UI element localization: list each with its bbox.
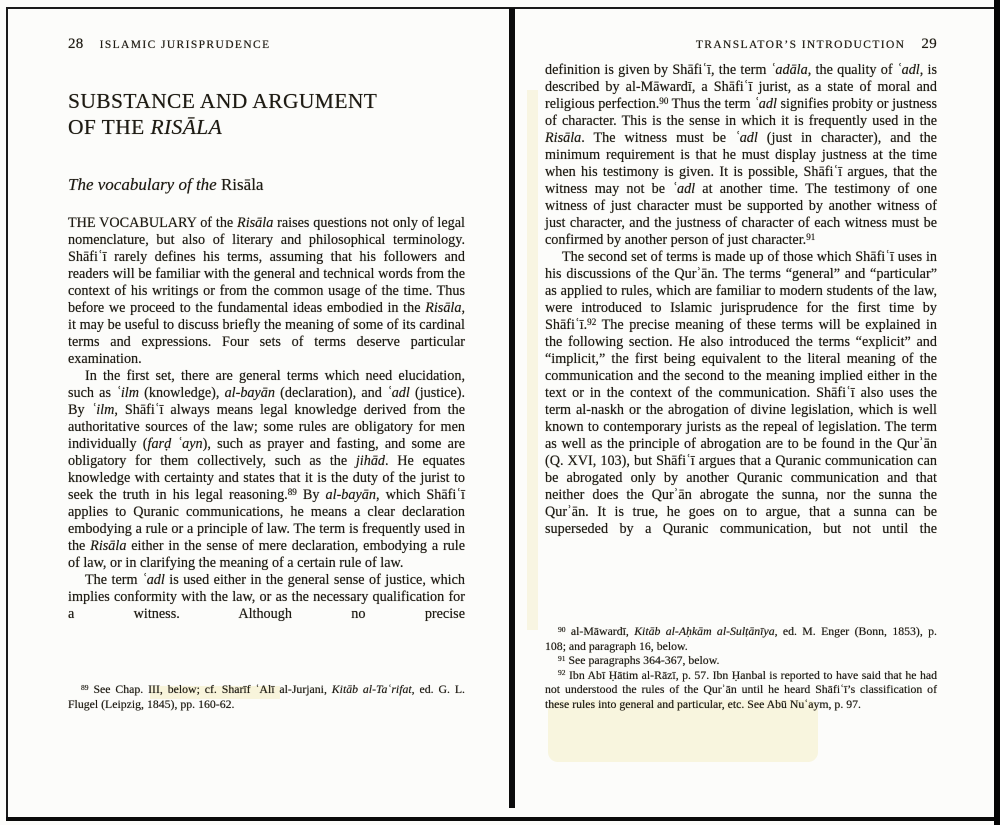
book-spine — [509, 8, 515, 808]
scan-tint-artifact — [527, 90, 538, 630]
right-page-header — [545, 36, 937, 53]
chapter-title-line1: SUBSTANCE AND ARGUMENT — [68, 89, 378, 113]
footnote: $^{91}$ See paragraphs 364-367, below. — [558, 653, 720, 668]
scan-frame-right-edge — [994, 0, 1000, 825]
left-page-footnotes — [68, 682, 465, 711]
body-paragraph: In the first set, there are general terms which need elucidation, such as ʿilm (knowledge), al-bayān (declaration), and ʿadl (justice). By ʿilm, Shāfiʿī always means legal knowledge derived from the authoritative sources of the law; some rules are obligatory for men individually (farḍ ʿayn), such as prayer and fasting, and some are obligatory for them collectively, such as the jihād. He equates knowledge with certainty and states that it is the duty of the jurist to seek the truth in his legal reasoning.$^{89}$ By al-bayān, which Shāfiʿī applies to Quranic communications, he means a clear declaration embodying a rule or a principle of law. The term is frequently used in the Risāla either in the sense of mere declaration, embodying a rule of law, or in clarifying the meaning of a certain rule of law. — [68, 368, 466, 571]
body-paragraph: The term ʿadl is used either in the general sense of justice, which implies conformity with the law, or as the necessary qualification for a witness. Although no precise — [68, 572, 466, 622]
body-paragraph: THE VOCABULARY of the Risāla raises questions not only of legal nomenclature, but also of literary and philosophical terminology. Shāfiʿī rarely defines his terms, assuming that his followers and readers will be familiar with the general and technical words from the context of his writings or from the common usage of the time. Thus before we proceed to the fundamental ideas embodied in the Risāla, it may be useful to discuss briefly the meaning of some of its cardinal terms and expressions. Four sets of terms deserve particular examination. — [68, 215, 465, 367]
footnote: $^{90}$ al-Māwardī, Kitāb al-Aḥkām al-Sulṭānīya, ed. M. Enger (Bonn, 1853), p. 108; and paragraph 16, below. — [545, 624, 937, 653]
section-heading: The vocabulary of the Risāla — [68, 175, 264, 194]
scan-frame-top-edge — [6, 7, 997, 9]
chapter-title — [68, 88, 465, 140]
chapter-title-line2: OF THE RISĀLA — [68, 115, 223, 139]
scan-frame-bottom-edge — [6, 817, 997, 821]
body-paragraph: The second set of terms is made up of those which Shāfiʿī uses in his discussions of the Qurʾān. The terms “general” and “particular” as applied to rules, which are familiar to modern students of the law, were introduced to Islamic jurisprudence for the first time by Shāfiʿī.$^{92}$ The precise meaning of these terms will be explained in the following section. He also introduced the terms “explicit” and “implicit,” the first being equivalent to the literal meaning of the communication and the second to the meaning implied either in the text or in the context of the communication. Shāfiʿī also uses the term al-naskh or the abrogation of divine legislation, which is well known to contemporary jurists as the repeal of legislation. The term as well as the principle of abrogation are to be found in the Qurʾān (Q. XVI, 103), but Shāfiʿī argues that a Quranic communication can be abrogated only by another Quranic communication and that neither does the Qurʾān abrogate the sunna, nor the sunna the Qurʾān. It is true, he goes on to argue, that a sunna can be superseded by a Quranic communication, but not until the — [545, 249, 937, 537]
footnote: $^{89}$ See Chap. III, below; cf. Sharīf ʿAlī al-Jurjani, Kitāb al-Taʿrifat, ed. G. L. Flugel (Leipzig, 1845), pp. 160-62. — [68, 682, 466, 711]
left-running-head: ISLAMIC JURISPRUDENCE — [99, 39, 271, 51]
right-page-footnotes — [545, 624, 937, 712]
right-page-number: 29 — [921, 36, 937, 52]
left-page-body — [68, 215, 465, 623]
scan-frame-left-edge — [6, 7, 8, 820]
body-paragraph: definition is given by Shāfiʿī, the term ʿadāla, the quality of ʿadl, is described by al-Māwardī, a Shāfiʿī jurist, as a state of moral and religious perfection.$^{90}$ Thus the term ʿadl signifies probity or justness of character. This is the sense in which it is frequently used in the Risāla. The witness must be ʿadl (just in character), and the minimum requirement is that he must display justness at the time when his testimony is given. It is possible, Shāfiʿī argues, that the witness may not be ʿadl at another time. The testimony of one witness of just character must be supported by another witness of just character, and the justness of character of each witness must be confirmed by another person of just character.$^{91}$ — [545, 62, 938, 248]
right-running-head: TRANSLATOR’S INTRODUCTION — [695, 39, 906, 51]
left-page-header — [68, 36, 465, 53]
right-page-body — [545, 62, 937, 538]
left-page-number: 28 — [68, 36, 84, 52]
footnote: $^{92}$ Ibn Abī Ḥātim al-Rāzī, p. 57. Ibn Ḥanbal is reported to have said that he had not understood the rules of the Qurʾān until he heard Shāfiʿī’s classification of these rules into general and particular, etc. See Abū Nuʿaym, p. 97. — [545, 667, 937, 711]
